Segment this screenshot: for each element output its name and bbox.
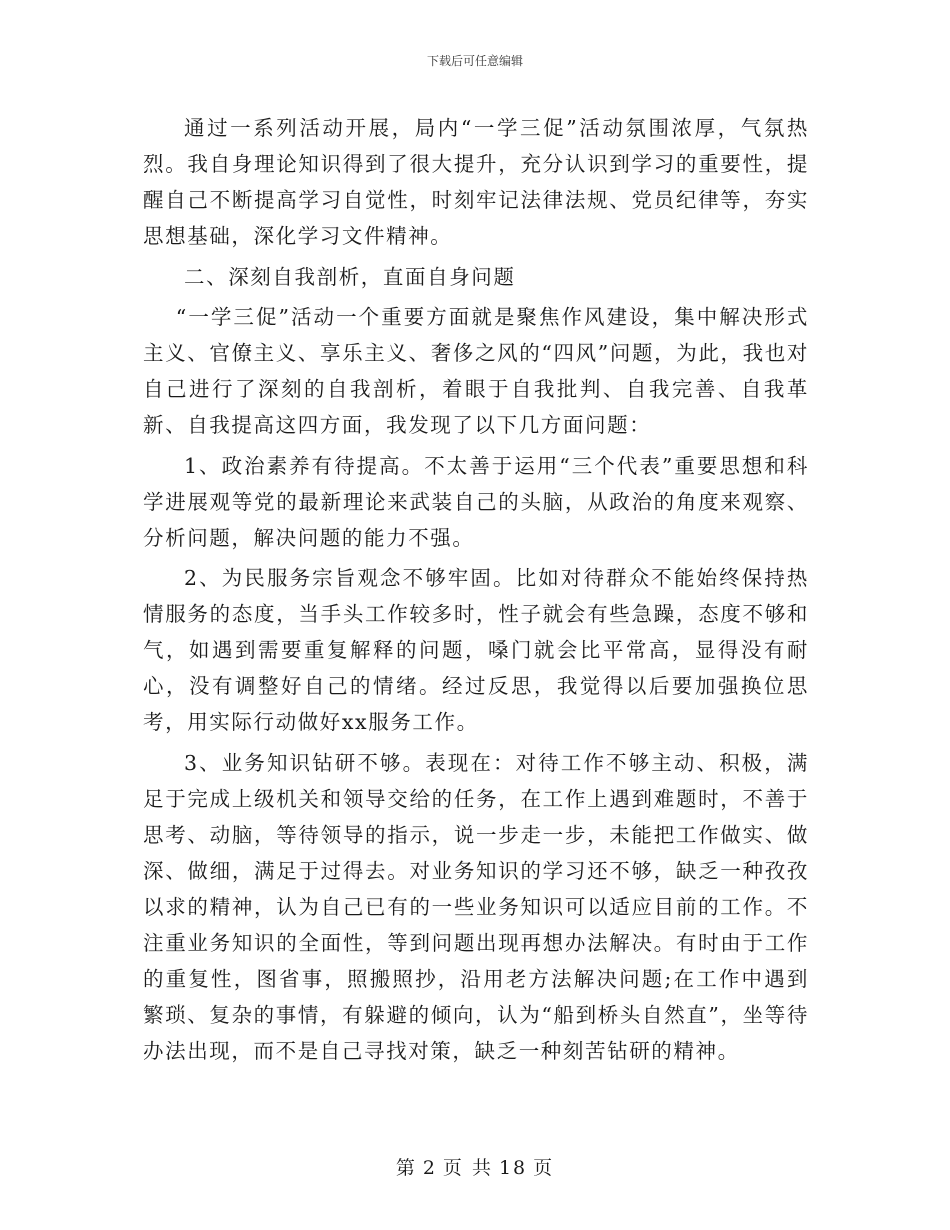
header-text: 下载后可任意编辑	[426, 54, 523, 68]
section-heading-self-analysis: 二、深刻自我剖析，直面自身问题	[184, 264, 516, 289]
paragraph-problem-2: 2、为民服务宗旨观念不够牢固。比如对待群众不能始终保持热情服务的态度，当手头工作较多时，性子就会有些急躁，态度不够和气，如遇到需要重复解释的问题，嗓门就会比平常高，显得没有耐心，没有调整好自己的情绪。经过反思，我觉得以后要加强换位思考，用实际行动做好xx服务工作。	[143, 566, 809, 734]
footer-suffix: 页	[533, 1157, 555, 1179]
document-body	[143, 110, 809, 1073]
footer-page-number: 2	[422, 1157, 437, 1179]
page-header	[0, 52, 950, 69]
paragraph-activity-summary: 通过一系列活动开展，局内“一学三促”活动氛围浓厚，气氛热烈。我自身理论知识得到了很大提升，充分认识到学习的重要性，提醒自己不断提高学习自觉性，时刻牢记法律法规、党员纪律等，夯实思想基础，深化学习文件精神。	[143, 116, 809, 248]
paragraph-problem-1: 1、政治素养有待提高。不太善于运用“三个代表”重要思想和科学进展观等党的最新理论来武装自己的头脑，从政治的角度来观察、分析问题，解决问题的能力不强。	[143, 453, 809, 550]
paragraph-problem-3: 3、业务知识钻研不够。表现在：对待工作不够主动、积极，满足于完成上级机关和领导交给的任务，在工作上遇到难题时，不善于思考、动脑，等待领导的指示，说一步走一步，未能把工作做实、做深、做细，满足于过得去。对业务知识的学习还不够，缺乏一种孜孜以求的精神，认为自己已有的一些业务知识可以适应目前的工作。不注重业务知识的全面性，等到问题出现再想办法解决。有时由于工作的重复性，图省事，照搬照抄，沿用老方法解决问题;在工作中遇到繁琐、复杂的事情，有躲避的倾向，认为“船到桥头自然直”，坐等待办法出现，而不是自己寻找对策，缺乏一种刻苦钻研的精神。	[143, 750, 809, 1063]
paragraph-four-winds: “一学三促”活动一个重要方面就是聚焦作风建设，集中解决形式主义、官僚主义、享乐主义、奢侈之风的“四风”问题，为此，我也对自己进行了深刻的自我剖析，着眼于自我批判、自我完善、自我革新、自我提高这四方面，我发现了以下几方面问题：	[143, 305, 809, 437]
footer-prefix: 第	[395, 1157, 417, 1179]
page-footer	[0, 1153, 950, 1180]
footer-middle: 页 共	[442, 1157, 493, 1179]
footer-total-pages: 18	[498, 1157, 528, 1179]
